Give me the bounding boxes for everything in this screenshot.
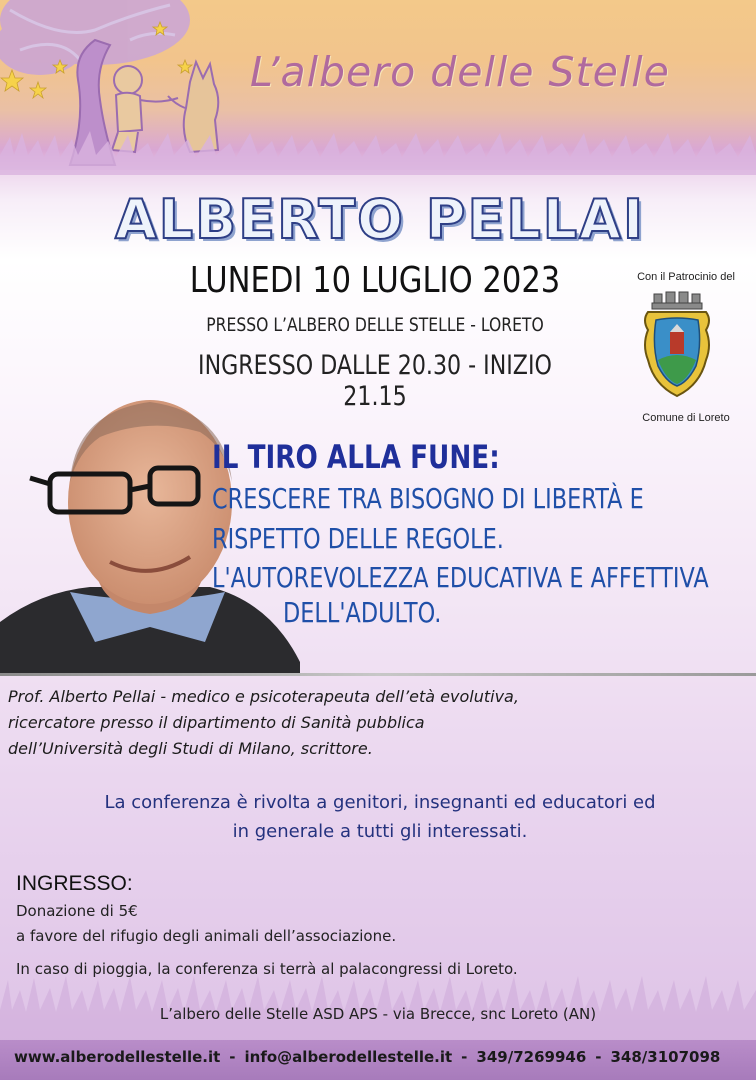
- event-date: LUNEDI 10 LUGLIO 2023: [189, 260, 561, 301]
- contact-footer: [0, 1040, 756, 1080]
- speaker-bio: [8, 684, 748, 762]
- email-link[interactable]: info@alberodellestelle.it: [244, 1048, 453, 1066]
- talk-subtitle-line: L'AUTOREVOLEZZA EDUCATIVA E AFFETTIVA: [212, 561, 709, 594]
- audience-line: in generale a tutti gli interessati.: [232, 821, 528, 842]
- rain-notice: In caso di pioggia, la conferenza si terrà al palacongressi di Loreto.: [16, 960, 518, 978]
- bio-line: Prof. Alberto Pellai - medico e psicoterapeuta dell’età evolutiva,: [8, 687, 519, 706]
- website-link[interactable]: www.alberodellestelle.it: [14, 1048, 221, 1066]
- audience-line: La conferenza è rivolta a genitori, insegnanti ed educatori ed: [104, 792, 656, 813]
- footer-separator: -: [229, 1048, 236, 1066]
- phone-1[interactable]: 349/7269946: [476, 1048, 587, 1066]
- speaker-name: ALBERTO PELLAI: [114, 188, 646, 251]
- association-address: L’albero delle Stelle ASD APS - via Brecce, snc Loreto (AN): [159, 1005, 597, 1023]
- event-times: INGRESSO DALLE 20.30 - INIZIO 21.15: [198, 350, 552, 412]
- event-venue: PRESSO L’ALBERO DELLE STELLE - LORETO: [206, 314, 544, 336]
- bio-line: dell’Università degli Studi di Milano, scrittore.: [8, 739, 373, 758]
- talk-title: IL TIRO ALLA FUNE:: [212, 438, 500, 476]
- phone-2[interactable]: 348/3107098: [610, 1048, 721, 1066]
- coat-of-arms-icon: [640, 290, 715, 400]
- organization-title: L’albero delle Stelle: [250, 48, 670, 96]
- talk-subtitle-line: CRESCERE TRA BISOGNO DI LIBERTÀ E: [212, 482, 644, 515]
- talk-subtitle-line: DELL'ADULTO.: [283, 596, 442, 629]
- ingresso-purpose: a favore del rifugio degli animali dell’associazione.: [16, 927, 397, 945]
- grass-decoration: [0, 125, 756, 175]
- footer-separator: -: [461, 1048, 468, 1066]
- talk-subtitle-line: RISPETTO DELLE REGOLE.: [212, 522, 504, 555]
- comune-label: Comune di Loreto: [642, 412, 730, 424]
- audience-note: [30, 788, 730, 846]
- section-divider: [0, 673, 756, 676]
- patronage-label: Con il Patrocinio del: [637, 271, 735, 283]
- bio-line: ricercatore presso il dipartimento di Sanità pubblica: [8, 713, 425, 732]
- ingresso-donation: Donazione di 5€: [16, 902, 138, 920]
- footer-separator: -: [595, 1048, 602, 1066]
- ingresso-heading: INGRESSO:: [16, 872, 133, 895]
